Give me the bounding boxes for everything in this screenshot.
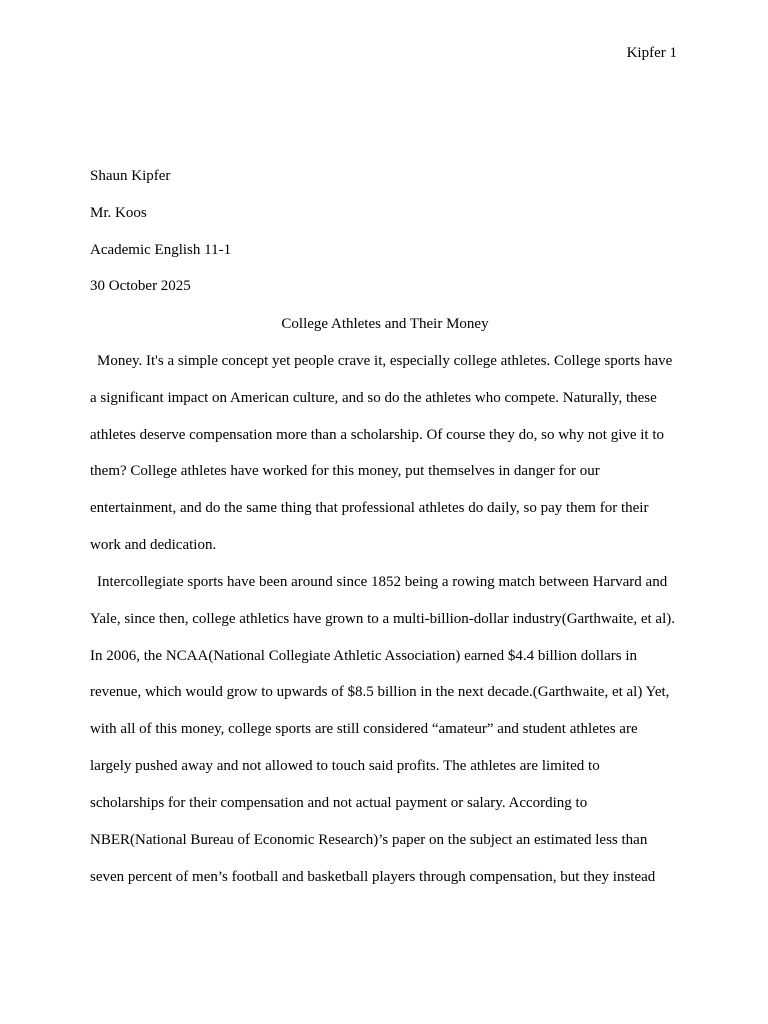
paragraph-2-line: with all of this money, college sports are still considered “amateur” and student athletes are: [90, 721, 638, 737]
paragraph-1-line: them? College athletes have worked for this money, put themselves in danger for our: [90, 463, 600, 479]
paragraph-1-line: athletes deserve compensation more than a scholarship. Of course they do, so why not give it to: [90, 427, 665, 443]
paragraph-2-line: scholarships for their compensation and not actual payment or salary. According to: [90, 795, 588, 811]
paragraph-2-line: Yale, since then, college athletics have grown to a multi-billion-dollar industry(Garthwaite, et al).: [90, 611, 675, 627]
paragraph-2-line: Intercollegiate sports have been around since 1852 being a rowing match between Harvard and: [97, 574, 668, 590]
author-name: Shaun Kipfer: [90, 168, 171, 184]
mla-heading: [90, 167, 680, 314]
paragraph-1-line: Money. It's a simple concept yet people crave it, especially college athletes. College sports have: [97, 353, 673, 369]
paragraph-2-line: In 2006, the NCAA(National Collegiate Athletic Association) earned $4.4 billion dollars in: [90, 648, 637, 664]
paragraph-2-line: largely pushed away and not allowed to touch said profits. The athletes are limited to: [90, 758, 600, 774]
instructor-name: Mr. Koos: [90, 204, 147, 221]
paper-title: College Athletes and Their Money: [281, 316, 489, 332]
paper-date: 30 October 2025: [90, 278, 191, 295]
course-name: Academic English 11-1: [90, 241, 232, 258]
paragraph-2-line: seven percent of men’s football and basketball players through compensation, but they instead: [90, 869, 656, 885]
paragraph-1-line: a significant impact on American culture, and so do the athletes who compete. Naturally, these: [90, 390, 657, 406]
paragraph-2-line: revenue, which would grow to upwards of $8.5 billion in the next decade.(Garthwaite, et al) Yet,: [90, 684, 670, 700]
running-head: Kipfer 1: [626, 45, 677, 61]
paragraph-2-line: NBER(National Bureau of Economic Research)’s paper on the subject an estimated less than: [90, 832, 648, 848]
paragraph-1-line: entertainment, and do the same thing that professional athletes do daily, so pay them for their: [90, 500, 649, 516]
paragraph-1-line: work and dedication.: [90, 537, 217, 553]
